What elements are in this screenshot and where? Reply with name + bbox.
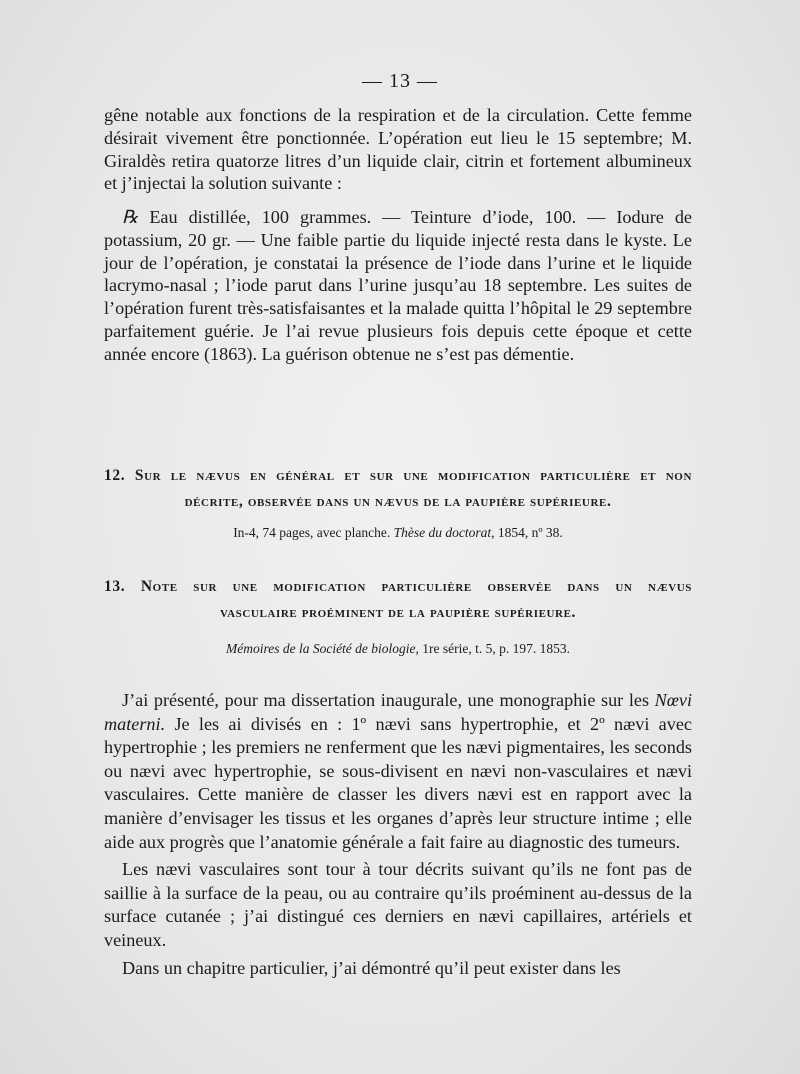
section-12-ref-suffix: 1854, nº 38.: [497, 525, 563, 540]
section-12-title-text1: Sur le nævus en général et sur une modification particulière et non: [134, 467, 692, 484]
recipe-paragraph: [104, 206, 692, 366]
section-12-ref-italic: Thèse du doctorat,: [393, 525, 495, 540]
prescription-symbol: ℞: [122, 207, 139, 227]
section-12-ref-prefix: In-4, 74 pages, avec planche.: [233, 525, 391, 540]
section-13-ref-italic: Mémoires de la Société de biologie,: [225, 641, 419, 656]
page-number: — 13 —: [362, 70, 438, 92]
section-12-reference: [104, 525, 692, 541]
intro-paragraph: gêne notable aux fonctions de la respiration et de la circulation. Cette femme désirait vivement être ponctionnée. L’opération eut lieu le 15 septembre; M. Giraldès retira quatorze litres d’un liquide clair, citrin et fortement albumineux et j’injectai la solution suivante :: [104, 105, 692, 194]
recipe-paragraph-block: [104, 206, 692, 366]
section-13-title-line2: vasculaire proéminent de la paupière supérieure.: [219, 604, 577, 621]
p1-text-b: Je les ai divisés en : 1º nævi sans hypertrophie, et 2º nævi avec hypertrophie ; les premiers ne renferment que les nævi pigmentaires, les seconds ou nævi avec hypertrophie, se sous-divisent en nævi non-vasculaires et nævi vasculaires. Cette manière de classer les divers nævi est en rapport avec la manière d’envisager les tissus et les organes d’après leur structure intime ; elle aide aux progrès que l’anatomie générale a fait faire au diagnostic des tumeurs.: [104, 713, 692, 852]
section-12-title-line1: [104, 463, 692, 489]
section-13-paragraph-2: Les nævi vasculaires sont tour à tour décrits suivant qu’ils ne font pas de saillie à la surface de la peau, ou au contraire qu’ils proéminent au-dessus de la surface cutanée ; j’ai distingué ces derniers en nævi capillaires, artériels et veineux.: [104, 859, 692, 950]
section-13-heading: [104, 574, 692, 626]
p1-italic-term: Nœvi materni.: [104, 690, 692, 734]
section-12-number: 12.: [104, 467, 126, 484]
section-13-ref-suffix: 1re série, t. 5, p. 197. 1853.: [422, 641, 571, 656]
section-12-heading: [104, 463, 692, 515]
section-13-reference: [104, 641, 692, 657]
section-13-paragraph-1: [104, 689, 692, 854]
section-13-body: [104, 689, 692, 980]
section-13-title-text1: Note sur une modification particulière observée dans un nævus: [140, 578, 692, 595]
section-13-number: 13.: [104, 578, 126, 595]
recipe-text: Eau distillée, 100 grammes. — Teinture d’iode, 100. — Iodure de potassium, 20 gr. — Une faible partie du liquide injecté resta dans le kyste. Le jour de l’opération, je constatai la présence de l’iode dans l’urine et le liquide lacrymo-nasal ; l’iode parut dans l’urine jusqu’au 18 septembre. Les suites de l’opération furent très-satisfaisantes et la malade quitta l’hôpital le 29 septembre parfaitement guérie. Je l’ai revue plusieurs fois depuis cette époque et cette année encore (1863). La guérison obtenue ne s’est pas démentie.: [104, 207, 692, 364]
p1-text-a: J’ai présenté, pour ma dissertation inaugurale, une monographie sur les: [122, 690, 655, 710]
intro-paragraph-block: [104, 104, 692, 195]
section-13-title-line1: [104, 574, 692, 600]
section-13-paragraph-3: Dans un chapitre particulier, j’ai démontré qu’il peut exister dans les: [122, 957, 621, 978]
section-12-title-line2: décrite, observée dans un nævus de la paupière supérieure.: [184, 493, 612, 510]
